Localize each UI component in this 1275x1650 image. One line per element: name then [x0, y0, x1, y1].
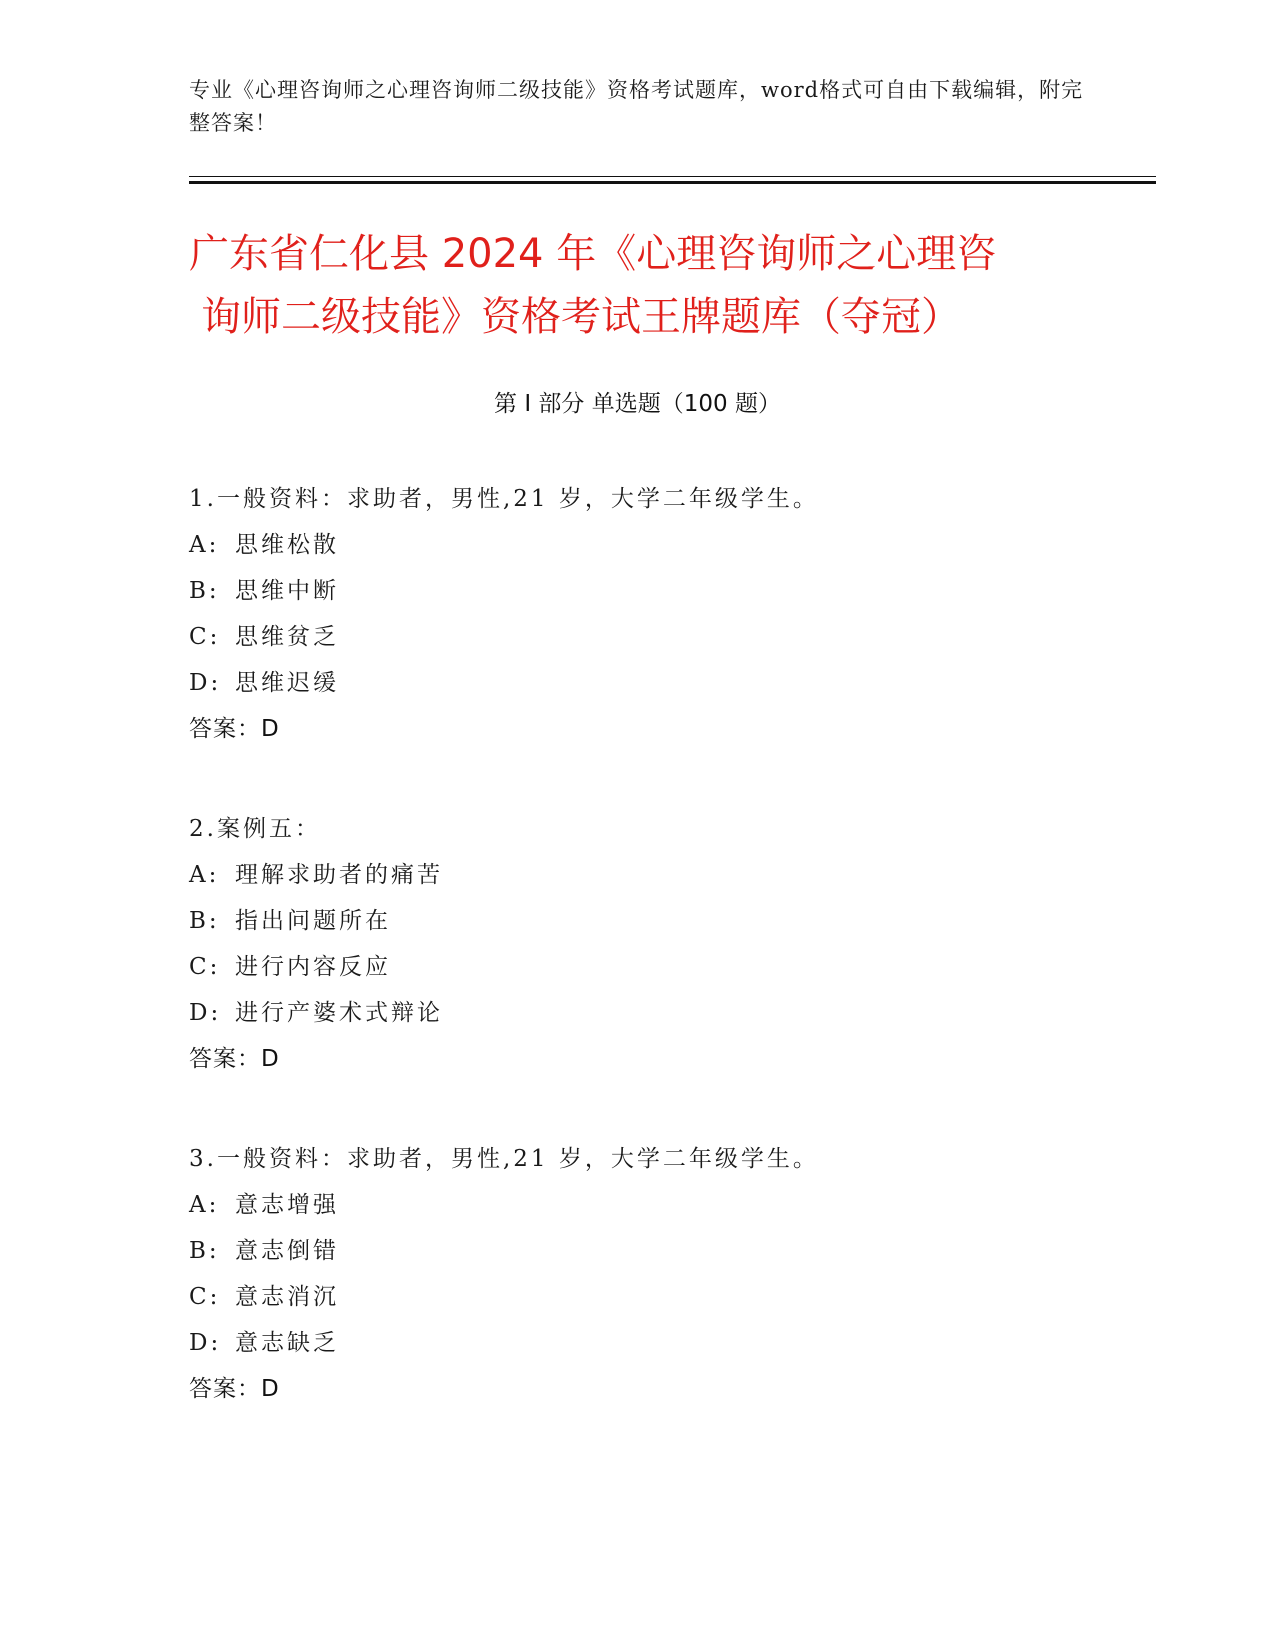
option-text: 意志消沉: [235, 1284, 339, 1310]
option-text: 进行内容反应: [235, 954, 391, 980]
option-letter: D:: [189, 1330, 222, 1356]
option-text: 理解求助者的痛苦: [235, 862, 443, 888]
option-text: 思维中断: [235, 578, 339, 604]
option-text: 思维迟缓: [235, 670, 339, 696]
answer-line: 答案：D: [189, 716, 280, 742]
document-title-line-1: 广东省仁化县 2024 年《心理咨询师之心理咨: [189, 231, 997, 277]
option-c: [189, 614, 1129, 660]
question-item: [189, 806, 1129, 1082]
option-b: [189, 1228, 1129, 1274]
option-b: [189, 898, 1129, 944]
option-letter: A:: [189, 1192, 220, 1218]
answer-line: 答案：D: [189, 1046, 280, 1072]
option-c: [189, 944, 1129, 990]
option-letter: B:: [189, 578, 220, 604]
answer-line: 答案：D: [189, 1376, 280, 1402]
document-title: [189, 223, 1089, 349]
document-title-line-2: 询师二级技能》资格考试王牌题库（夺冠）: [201, 294, 961, 340]
question-stem: 1.一般资料：求助者，男性,21 岁，大学二年级学生。: [189, 486, 819, 512]
question-item: [189, 476, 1129, 752]
option-c: [189, 1274, 1129, 1320]
option-letter: D:: [189, 1000, 222, 1026]
option-d: [189, 660, 1129, 706]
question-list: [189, 476, 1129, 1466]
option-b: [189, 568, 1129, 614]
header-divider-thick: [189, 181, 1156, 184]
option-text: 意志倒错: [235, 1238, 339, 1264]
option-d: [189, 990, 1129, 1036]
question-item: [189, 1136, 1129, 1412]
option-a: [189, 852, 1129, 898]
option-text: 指出问题所在: [235, 908, 391, 934]
option-text: 思维松散: [235, 532, 339, 558]
option-letter: B:: [189, 1238, 220, 1264]
option-text: 进行产婆术式辩论: [235, 1000, 443, 1026]
option-text: 思维贫乏: [235, 624, 339, 650]
option-text: 意志缺乏: [235, 1330, 339, 1356]
option-letter: C:: [189, 1284, 221, 1310]
question-stem: 3.一般资料：求助者，男性,21 岁，大学二年级学生。: [189, 1146, 819, 1172]
option-d: [189, 1320, 1129, 1366]
option-a: [189, 522, 1129, 568]
question-stem: 2.案例五：: [189, 816, 321, 842]
option-letter: A:: [189, 862, 220, 888]
section-heading: 第 I 部分 单选题（100 题）: [494, 391, 781, 417]
option-letter: C:: [189, 624, 221, 650]
option-letter: B:: [189, 908, 220, 934]
option-letter: A:: [189, 532, 220, 558]
option-a: [189, 1182, 1129, 1228]
header-divider-thin: [189, 176, 1156, 177]
document-header-note: 专业《心理咨询师之心理咨询师二级技能》资格考试题库，word格式可自由下载编辑，附完整答案！: [189, 78, 1084, 135]
option-letter: C:: [189, 954, 221, 980]
option-text: 意志增强: [235, 1192, 339, 1218]
option-letter: D:: [189, 670, 222, 696]
